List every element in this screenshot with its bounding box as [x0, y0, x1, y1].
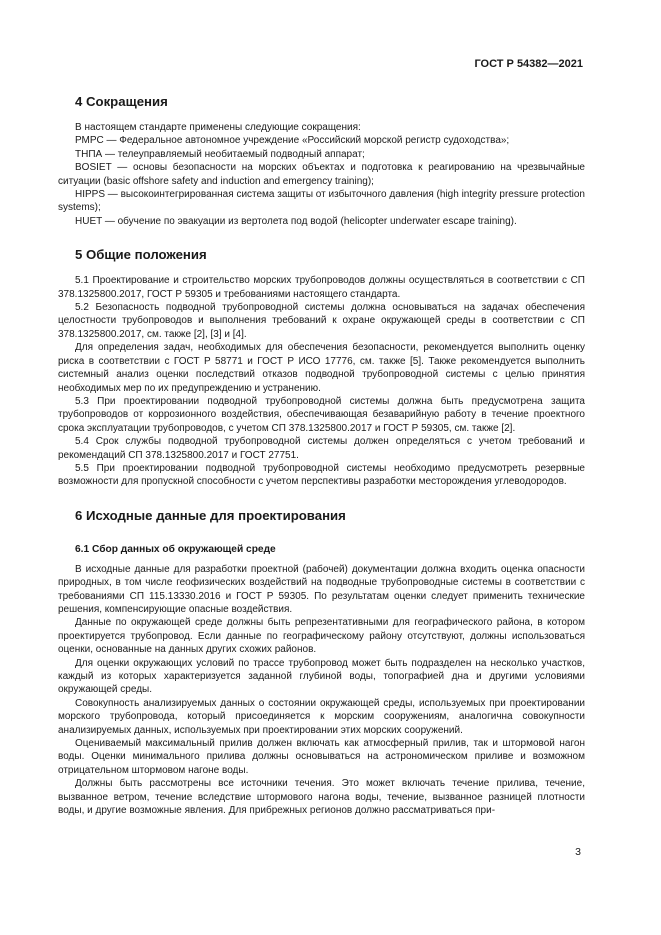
paragraph: 5.3 При проектировании подводной трубопроводной системы должна быть предусмотрена защита трубопроводов от коррозионного воздействия, обеспечивающая безаварийную работу в течение проектного срока эксплуатации трубопроводов, с учетом СП 378.1325800.2017 и ГОСТ Р 59305, см. также [2]. — [58, 395, 585, 434]
paragraph: 5.2 Безопасность подводной трубопроводной системы должна основываться на задачах обеспечения целостности трубопроводов и выполнения требований к охране окружающей среды в соответствии с СП 378.1325800.2017, см. также [2], [3] и [4]. — [58, 302, 585, 340]
paragraph: РМРС — Федеральное автономное учреждение «Российский морской регистр судоходства»; — [75, 135, 510, 147]
section-6-heading: 6 Исходные данные для проектирования — [75, 507, 346, 523]
document-id: ГОСТ Р 54382—2021 — [474, 58, 583, 70]
section-5-heading: 5 Общие положения — [75, 247, 207, 263]
subsection-6-1-heading: 6.1 Сбор данных об окружающей среде — [75, 543, 276, 555]
paragraph: В исходные данные для разработки проектной (рабочей) документации должна входить оценка опасности природных, в том числе геофизических воздействий на подводные трубопроводные системы в соответствии с требованиями СП 115.13330.2016 и ГОСТ Р 59305. По результатам оценки следует применить технические решения, компенсирующие опасные воздействия. — [58, 563, 585, 615]
paragraph: HUET — обучение по эвакуации из вертолета под водой (helicopter underwater escape training). — [75, 215, 517, 227]
paragraph: ТНПА — телеуправляемый необитаемый подводный аппарат; — [75, 148, 365, 160]
paragraph: 5.4 Срок службы подводной трубопроводной системы должен определяться с учетом требований и рекомендаций СП 378.1325800.2017 и ГОСТ 27751. — [58, 436, 585, 461]
section-4-heading: 4 Сокращения — [75, 94, 168, 109]
paragraph: Данные по окружающей среде должны быть репрезентативными для географического района, в котором проектируется трубопровод. Если данные по географическому району отсутствуют, должны использоваться оценки, основанные на данных других схожих районов. — [58, 617, 585, 656]
paragraph: В настоящем стандарте применены следующие сокращения: — [75, 122, 361, 133]
paragraph: Для оценки окружающих условий по трассе трубопровод может быть подразделен на несколько участков, каждый из которых характеризуется заданной глубиной воды, топографией дна и другими условиями окружающей среды. — [58, 657, 585, 696]
paragraph: 5.5 При проектировании подводной трубопроводной системы необходимо предусмотреть резервные возможности для пропускной способности с учетом перспективы разработки месторождения углеводородов. — [58, 462, 585, 488]
paragraph: BOSIET — основы безопасности на морских объектах и подготовка к реагированию на чрезвычайные ситуации (basic offshore safety and induction and emergency training); — [58, 162, 585, 187]
page-number: 3 — [575, 846, 581, 858]
paragraph: Для определения задач, необходимых для обеспечения безопасности, рекомендуется выполнить оценку риска в соответствии с ГОСТ Р 58771 и ГОСТ Р ИСО 17776, см. также [5]. Также рекомендуется выполнить системный анализ оценки последствий отказов подводной трубопроводной системы с целью принятия необходимых мер по их предупреждению и устранению. — [58, 342, 585, 394]
paragraph: 5.1 Проектирование и строительство морских трубопроводов должны осуществляться в соответствии с СП 378.1325800.2017, ГОСТ Р 59305 и требованиями настоящего стандарта. — [58, 275, 585, 300]
paragraph: Должны быть рассмотрены все источники течения. Это может включать течение прилива, течение, вызванное ветром, течение вследствие штормового нагона воды, течение, вызванное разницей плотности воды, и другие возможные явления. Для прибрежных регионов должно рассматриваться при- — [58, 778, 585, 817]
paragraph: HIPPS — высокоинтегрированная система защиты от избыточного давления (high integrity pressure protection systems); — [58, 189, 585, 214]
paragraph: Оцениваемый максимальный прилив должен включать как атмосферный прилив, так и штормовой нагон воды. Оценки минимального прилива должны основываться на астрономическом приливе и возможном отрицательном штормовом нагоне воды. — [58, 738, 585, 776]
paragraph: Совокупность анализируемых данных о состоянии окружающей среды, используемых при проектировании морского трубопровода, который присоединяется к морским сооружениям, аналогична совокупности анализируемых данных, используемых при проектировании этих морских сооружений. — [58, 697, 585, 736]
page-content — [58, 90, 585, 817]
